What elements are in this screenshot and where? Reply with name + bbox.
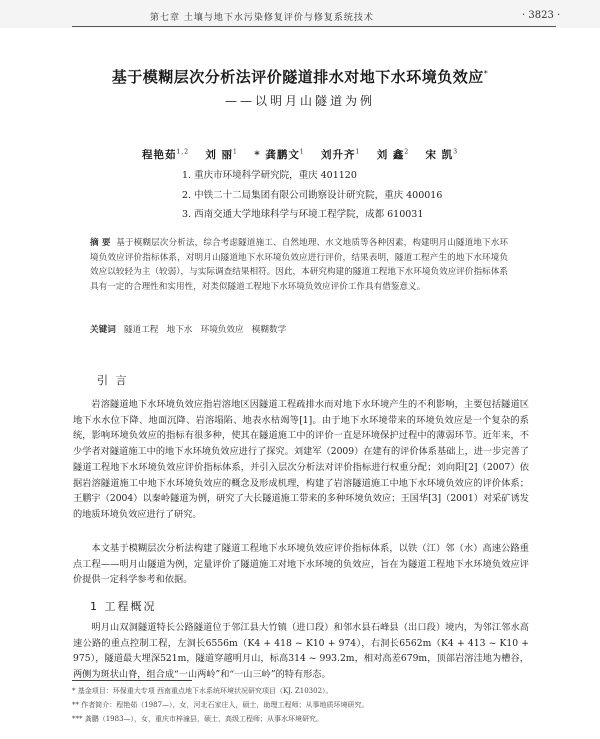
author: * 龚鹏文$^1$ bbox=[254, 148, 305, 161]
keywords-label: 关键词 bbox=[90, 325, 116, 335]
keyword: 隧道工程 bbox=[124, 325, 159, 335]
keywords bbox=[90, 323, 286, 335]
footnote: *** 龚鹏（1983—），女，重庆市梓潼县，硕士，高级工程师；从事水环境研究。 bbox=[72, 715, 324, 723]
affiliation: 2. 中铁二十二局集团有限公司勘察设计研究院，重庆 400016 bbox=[182, 189, 443, 201]
header-rule bbox=[72, 26, 556, 27]
paper-title bbox=[0, 66, 600, 87]
keyword: 地下水 bbox=[166, 325, 193, 335]
affiliation: 3. 西南交通大学地球科学与环境工程学院，成都 610031 bbox=[182, 209, 424, 220]
intro-paragraph-2: 本文基于模糊层次分析法构建了隧道工程地下水环境负效应评价指标体系，以铁（江）邻（水）高速公路重点工程——明月山隧道为例，定量评价了隧道施工对地下水环境的负效应，旨在为隧道工程地下水环境负效应评价提供一定科学参考和依据。 bbox=[73, 543, 529, 586]
author: 刘升齐$^1$ bbox=[321, 148, 361, 161]
affiliation: 1. 重庆市环境科学研究院，重庆 401120 bbox=[182, 170, 357, 181]
page-number: · 3823 · bbox=[522, 10, 561, 21]
footnote: * 基金项目：环保重大专项 西南重点地下水系统环境状况研究项目（KJ. Z10302）。 bbox=[72, 687, 333, 695]
author: 刘 丽$^1$ bbox=[205, 148, 238, 161]
title-footnote-mark: * bbox=[483, 69, 489, 78]
paper-title-text: 基于模糊层次分析法评价隧道排水对地下水环境负效应 bbox=[111, 68, 484, 86]
abstract-label: 摘 要 bbox=[90, 238, 111, 248]
running-header bbox=[0, 0, 600, 28]
running-header-title: 第七章 土壤与地下水污染修复评价与修复系统技术 bbox=[150, 13, 374, 23]
author: 程艳茹$^{1,2}$ bbox=[141, 148, 190, 161]
affiliation-list bbox=[182, 166, 442, 225]
author: 刘 鑫$^2$ bbox=[376, 148, 410, 161]
section-1-paragraph: 明月山双洞隧道特长公路隧道位于邻江县大竹镇（进口段）和邻水县石峰县（出口段）境内，为邻江邻水高速公路的重点控制工程，左洞长6556m（K4 + 418 ~ K10 + 974），右洞长6562m（K4 + 413 ~ K10 + 975），隧道最大埋深521m，隧道穿越明月山，标高314 ~ 993.2m，相对高差679m，顶部岩溶洼地为槽谷，两侧为斑状山脊，组合成“一山两岭”和“一山三岭”的特有形态。 bbox=[73, 622, 529, 681]
section-heading-intro: 引 言 bbox=[97, 374, 129, 387]
abstract bbox=[90, 236, 508, 294]
section-heading-1: 1 工程概况 bbox=[90, 600, 157, 613]
abstract-text: 基于模糊层次分析法，综合考虑隧道施工、自然地理、水文地质等各种因素，构建明月山隧道地下水环境负效应评价指标体系，对明月山隧道地下水环境负效应进行评价，结果表明，隧道工程产生的地下水环境负效应以较轻为主（较弱），与实际调查结果相符。因此，本研究构建的隧道工程地下水环境负效应评价指标体系具有一定的合理性和实用性，对类似隧道工程地下水环境负效应评价工作具有借鉴意义。 bbox=[90, 238, 508, 292]
keyword: 环境负效应 bbox=[200, 325, 244, 335]
author-list bbox=[0, 147, 600, 162]
author: 宋 凯$^3$ bbox=[425, 148, 459, 161]
footnote: ** 作者简介：程艳茹（1987—），女，河北石家庄人，硕士，助理工程师；从事地质环境研究。 bbox=[72, 701, 369, 709]
keyword: 模糊数学 bbox=[251, 325, 287, 335]
paper-subtitle: ——以明月山隧道为例 bbox=[224, 94, 375, 108]
footnote-rule bbox=[72, 680, 192, 681]
intro-paragraph-1: 岩溶隧道地下水环境负效应指岩溶地区因隧道工程疏排水而对地下水环境产生的不利影响，主要包括隧道区地下水水位下降、地面沉降、岩溶塌陷、地表水枯竭等[1]。由于地下水环境带来的环境负效应是一个复杂的系统，影响环境负效应的指标有很多种，使其在隧道施工中的评价一直是环境保护过程中的薄弱环节。近年来，不少学者对隧道施工中的地下水环境负效应进行了探究。刘建军（2009）在建有的评价体系基础上，进一步完善了隧道工程地下水环境负效应评价指标体系，并引入层次分析法对评价指标进行权重分配；刘向阳[2]（2007）依据岩溶隧道施工中地下水环境负效应的概念及形成机理，构建了岩溶隧道施工中地下水环境负效应的评价体系；王鹏宇（2004）以秦岭隧道为例，研究了大长隧道施工带来的多种环境负效应；王国华[3]（2001）对采矿诱发的地质环境负效应进行了研究。 bbox=[73, 399, 529, 520]
